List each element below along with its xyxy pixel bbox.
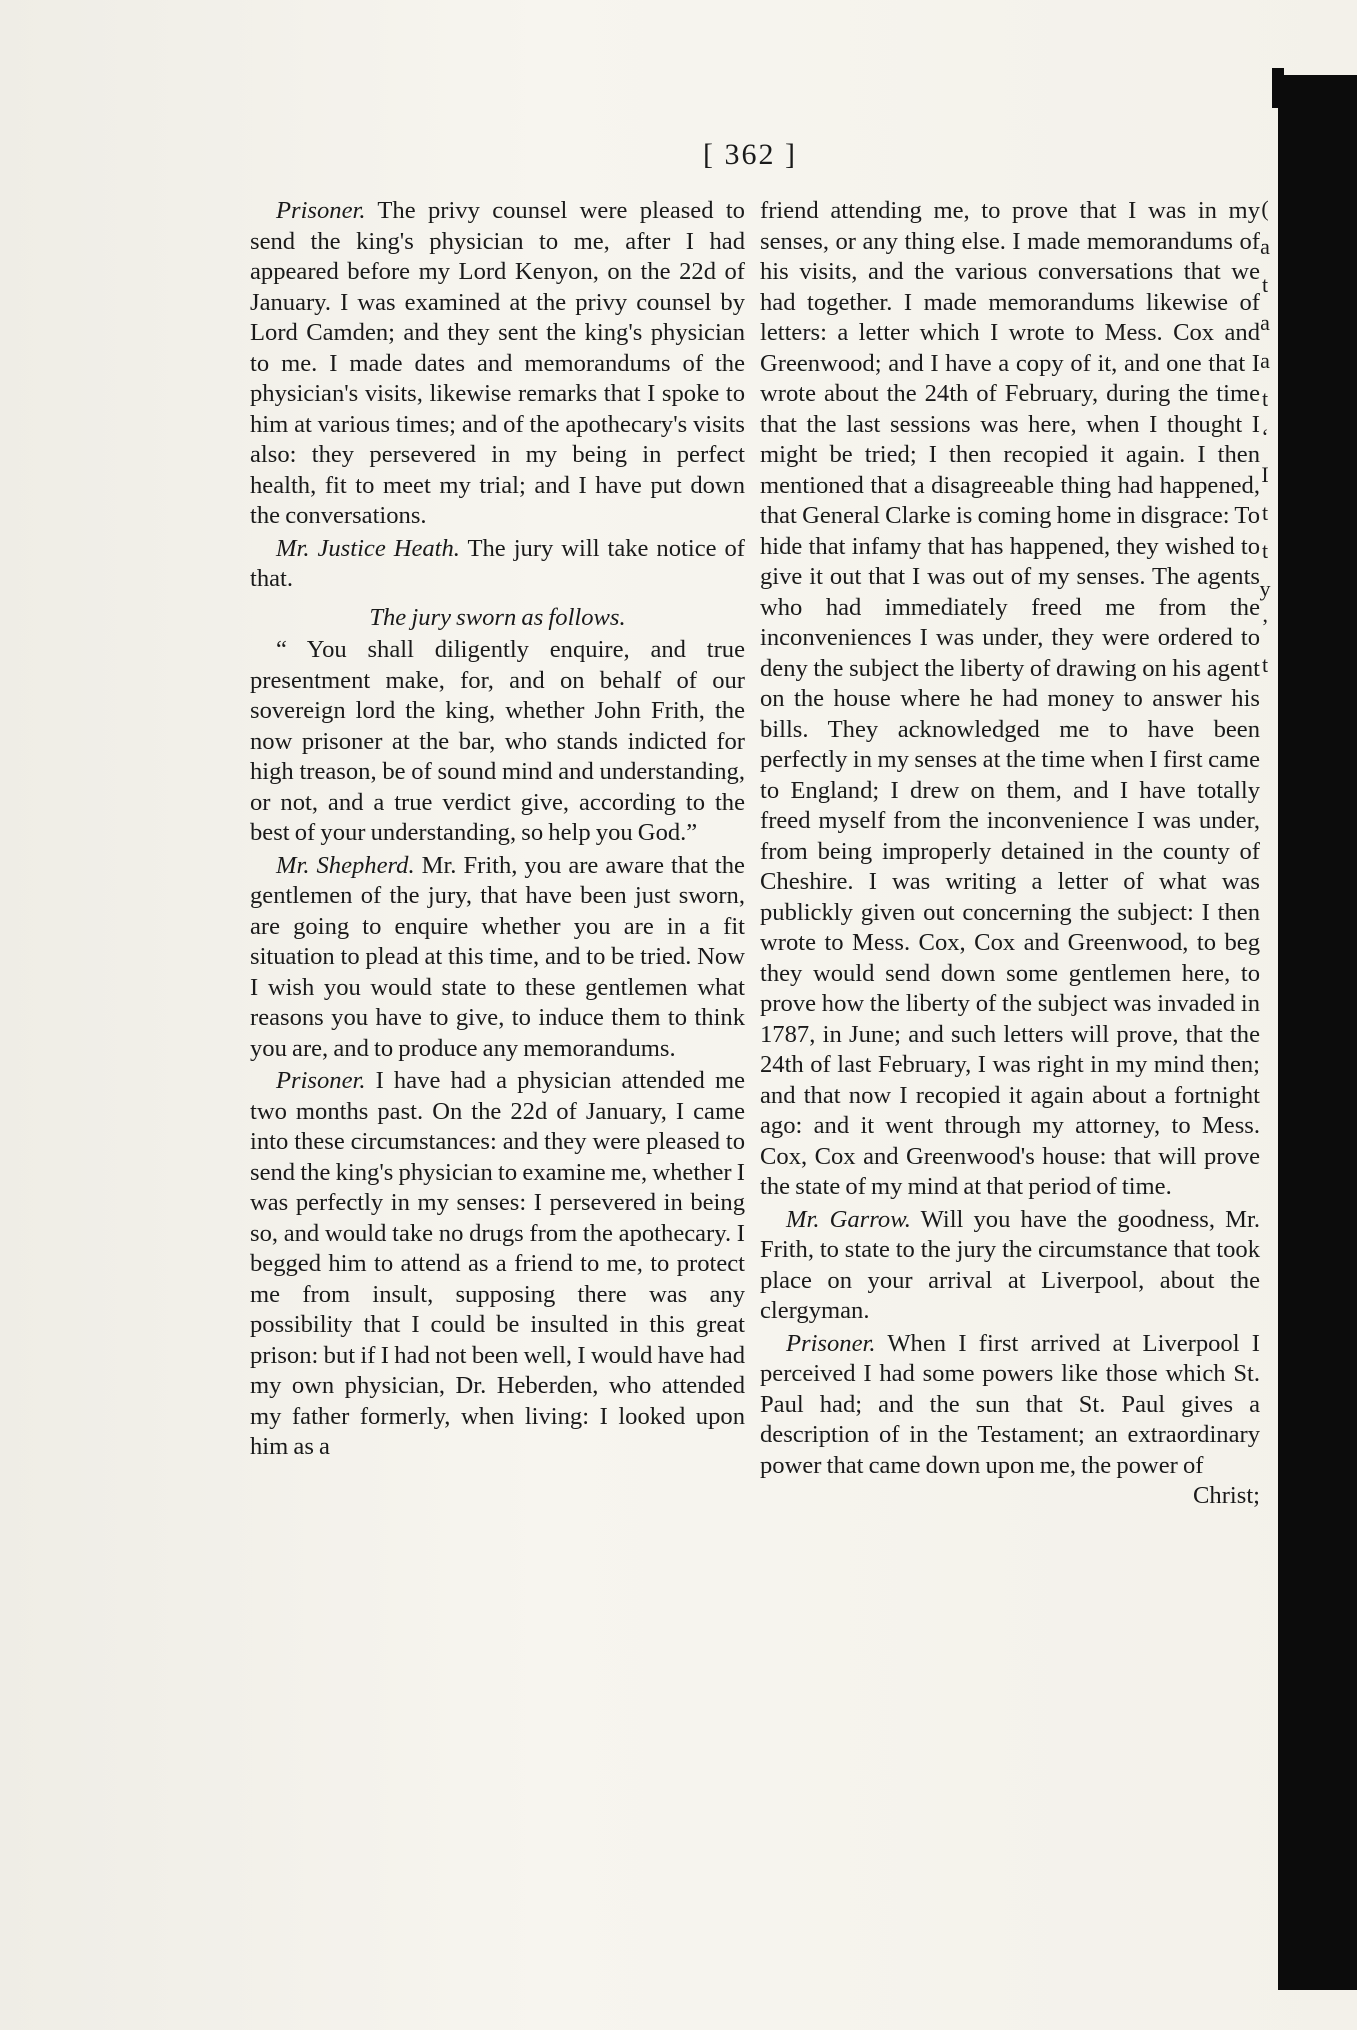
margin-fragment: t (1261, 272, 1269, 297)
margin-fragment: y (1259, 576, 1271, 601)
margin-fragment: a (1260, 348, 1270, 373)
margin-fragment: t (1261, 386, 1269, 411)
speaker-label: Prisoner. (786, 1329, 876, 1357)
margin-fragment: ‘ (1261, 424, 1269, 449)
paragraph (250, 851, 745, 1065)
margin-fragment: ( (1261, 196, 1269, 221)
paragraph-text: I have had a physician attended me two months past. On the 22d of January, I came into these circumstances: and they were pleased to send the king's physician to examine me, whether I was perfectly in my senses: I persevered in being so, and would take no drugs from the apothecary. I begged him to attend as a friend to me, to protect me from insult, supposing there was any possibility that I could be insulted in this great prison: but if I had not been well, I would have had my own physician, Dr. Heberden, who attended my father formerly, when living: I looked upon him as a (250, 1067, 745, 1460)
speaker-label: Mr. Justice Heath. (276, 534, 460, 562)
paragraph (250, 635, 745, 849)
paragraph-text: When I first arrived at Liverpool I perceived I had some powers like those which St. Paul had; and the sun that St. Paul gives a description of in the Testament; an extraordinary power that came down upon me, the power of (760, 1329, 1260, 1479)
paragraph-text: friend attending me, to prove that I was in my senses, or any thing else. I made memorandums of his visits, and the various conversations that we had together. I made memorandums likewise of letters: a letter which I wrote to Mess. Cox and Greenwood; and I have a copy of it, and one that I wrote about the 24th of February, during the time that the last sessions was here, when I thought I might be tried; I then recopied it again. I then mentioned that a disagreeable thing had happened, that General Clarke is coming home in disgrace: To hide that infamy that has happened, they wished to give it out that I was out of my senses. The agents who had immediately freed me from the inconveniences I was under, they were ordered to deny the subject the liberty of drawing on his agent on the house where he had money to answer his bills. They acknowledged me to have been perfectly in my senses at the time when I first came to England; I drew on them, and I have totally freed myself from the inconvenience I was under, from being improperly detained in the county of Cheshire. I was writing a letter of what was publickly given out concerning the subject: I then wrote to Mess. Cox, Cox and Greenwood, to beg they would send down some gentlemen here, to prove how the liberty of the subject was invaded in 1787, in June; and such letters will prove, that the 24th of last February, I was right in my mind then; and that now I recopied it again about a fortnight ago: and it went through my attorney, to Mess. Cox, Cox and Greenwood's house: that will prove the state of my mind at that period of time. (760, 197, 1260, 1200)
margin-fragment: t (1261, 538, 1269, 563)
paragraph (760, 1205, 1260, 1327)
speaker-label: Mr. Shepherd. (276, 851, 415, 879)
paragraph (760, 1329, 1260, 1482)
margin-fragment: a (1260, 310, 1270, 335)
paragraph-text: The jury will take notice of that. (250, 534, 745, 592)
speaker-label: Prisoner. (276, 197, 366, 224)
paragraph-text: Will you have the goodness, Mr. Frith, to state to the jury the circumstance that took place on your arrival at Liverpool, about the clergyman. (760, 1205, 1260, 1324)
margin-fragment: t (1261, 500, 1269, 525)
speaker-label: Mr. Garrow. (786, 1205, 911, 1233)
paragraph (250, 1066, 745, 1463)
scan-edge-shadow (1278, 75, 1357, 1990)
page-number: [ 362 ] (703, 138, 797, 171)
left-column (250, 196, 745, 1463)
section-heading: The jury sworn as follows. (369, 603, 626, 631)
margin-fragment: ’ (1261, 614, 1269, 639)
paragraph-text: The privy counsel were pleased to send the king's physician to me, after I had appeared before my Lord Kenyon, on the 22d of January. I was examined at the privy counsel by Lord Camden; and they sent the king's physician to me. I made dates and memorandums of the physician's visits, likewise remarks that I spoke to him at various times; and of the apothecary's visits also: they persevered in my being in perfect health, fit to meet my trial; and I have put down the conversations. (250, 197, 745, 529)
paragraph-text: “ You shall diligently enquire, and true presentment make, for, and on behalf of our sovereign lord the king, whether John Frith, the now prisoner at the bar, who stands indicted for high treason, be of sound mind and understanding, or not, and a true verdict give, according to the best of your understanding, so help you God.” (250, 636, 745, 846)
right-column (760, 196, 1260, 1512)
paragraph (760, 196, 1260, 1203)
facing-page-fragments (1255, 190, 1275, 684)
paragraph (250, 534, 745, 595)
catchword: Christ; (1193, 1482, 1260, 1509)
paragraph (250, 196, 745, 532)
paragraph-text: Mr. Frith, you are aware that the gentlemen of the jury, that have been just sworn, are going to enquire whether you are in a fit situation to plead at this time, and to be tried. Now I wish you would state to these gentlemen what reasons you have to give, to induce them to think you are, and to produce any memorandums. (250, 851, 745, 1062)
margin-fragment: a (1260, 234, 1270, 259)
margin-fragment: I (1261, 462, 1269, 487)
margin-fragment: t (1261, 652, 1269, 677)
speaker-label: Prisoner. (276, 1067, 366, 1094)
